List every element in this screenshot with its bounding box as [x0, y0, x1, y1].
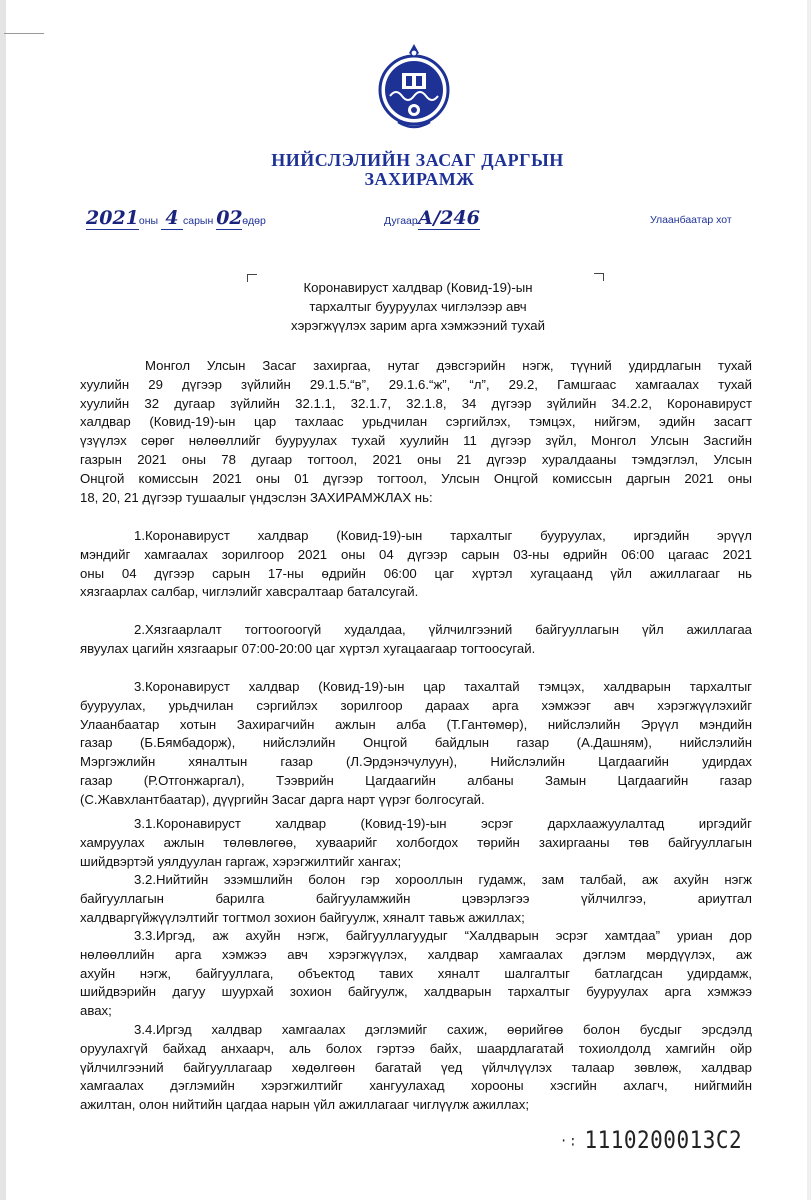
- title-line: тархалтыг бууруулах чиглэлээр авч: [309, 299, 527, 314]
- date-year: 2021: [86, 207, 139, 229]
- year-suffix: оны: [138, 215, 159, 227]
- decree-city: Улаанбаатар хот: [650, 214, 732, 226]
- text-line: ахуйн нэгж, байгууллага, объектод тавих хяналт шалгалтыг батлагдсан удирдамж,: [80, 965, 752, 981]
- text-line: оруулахгүй байхад анхаарч, аль болох гэртээ байх, шаардлагатай тохиолдолд хамгийн ойр: [80, 1040, 752, 1056]
- decree-number: [384, 207, 480, 230]
- day-suffix: өдөр: [242, 215, 266, 227]
- clause-3-4: [80, 1021, 752, 1115]
- text-line: үйлчилгээний байгууллагаар хөдөлгөөн багатай үед үйлчлүүлэх талаар зөвлөж, халдвар: [80, 1059, 752, 1075]
- text-line: хязгаарлах салбар, чиглэлийг хавсралтаар баталсугай.: [80, 584, 419, 600]
- text-line: авах;: [80, 1003, 112, 1019]
- date-day: 02: [216, 207, 243, 229]
- preamble-paragraph: [80, 357, 752, 507]
- text-line: оны 04 дүгээр сарын 17-ны өдрийн 06:00 цаг хүртэл хугацаанд үйл ажиллагааг нь: [80, 565, 752, 581]
- text-line: ажилтан, олон нийтийн цагдаа нарын үйл ажиллагааг чиглүүлж ажиллах;: [80, 1097, 530, 1113]
- clause-3-1: [80, 815, 752, 871]
- text-line: 3.3.Иргэд, аж ахуйн нэгж, байгууллагуудыг “Халдварын эсрэг хамтдаа” уриан дор: [134, 928, 752, 943]
- text-line: 3.1.Коронавируст халдвар (Ковид-19)-ын эсрэг дархлаажуулалтад иргэдийг: [134, 816, 752, 831]
- text-line: 2.Хязгаарлалт тогтоогоогүй худалдаа, үйлчилгээний байгууллагын үйл ажиллагаа: [134, 622, 752, 637]
- scan-corner-mark: [4, 33, 44, 34]
- document-serial-number: [560, 1126, 742, 1154]
- text-line: 18, 20, 21 дүгээр тушаалыг үндэслэн ЗАХИРАМЖЛАХ нь:: [80, 489, 433, 505]
- text-line: 3.2.Нийтийн эзэмшлийн болон гэр хорооллын гудамж, зам талбай, аж ахуйн нэгж: [134, 872, 752, 887]
- text-line: 3.4.Иргэд халдвар хамгаалах дэглэмийг сахиж, өөрийгөө болон бусдыг эрсдэлд: [134, 1022, 752, 1037]
- text-line: Мэргэжлийн хяналтын газар (Л.Эрдэнэчулуун), Нийслэлийн Цагдаагийн удирдах: [80, 754, 752, 770]
- text-line: халдваргүйжүүлэлтийг тогтмол зохион байгуулж, хяналт тавьж ажиллах;: [80, 909, 525, 925]
- serial-mark: ·:: [560, 1133, 579, 1150]
- clause-3: [80, 678, 752, 810]
- text-line: газрын 2021 оны 78 дугаар тогтоол, 2021 оны 21 дүгээр хуралдааны тэмдэглэл, Улсын: [80, 451, 752, 467]
- text-line: хамруулах ажлын төлөвлөгөө, хуваарийг холбогдох төрийн захиргааны төв байгууллагын: [80, 834, 752, 850]
- issuer-title: НИЙСЛЭЛИЙН ЗАСАГ ДАРГЫН: [271, 150, 564, 170]
- clause-3-3: [80, 927, 752, 1021]
- text-line: газар (Б.Бямбадорж), нийслэлийн Онцгой байдлын газар (А.Дашням), нийслэлийн: [80, 735, 752, 751]
- text-line: хуулийн 32 дугаар зүйлийн 32.1.1, 32.1.7, 32.1.8, 34 дүгээр зүйлийн 34.2.2, Коронавируст: [80, 395, 752, 411]
- text-line: хамгаалах дэглэмийн хэрэгжилтийг хангуулахад хорооны хэсгийн ахлагч, нийгмийн: [80, 1078, 752, 1094]
- clause-2: [80, 621, 752, 659]
- text-line: 1.Коронавируст халдвар (Ковид-19)-ын тархалтыг бууруулах, иргэдийн эрүүл: [134, 528, 752, 543]
- number-label: Дугаар: [384, 215, 418, 227]
- text-line: үзүүлэх сөрөг нөлөөллийг бууруулах тухай хуулийн 11 дүгээр зүйл, Монгол Улсын Засгийн: [80, 433, 752, 449]
- text-line: Онцгой комиссын 2021 оны 01 дүгээр тогтоол, Улсын Онцгой комиссын даргын 2021 оны: [80, 470, 752, 486]
- title-line: хэрэгжүүлэх зарим арга хэмжээний тухай: [290, 318, 545, 333]
- text-line: нөлөөллийн арга хэмжээ авч хэрэгжүүлэх, халдвар хамгаалах дэглэм мөрдүүлэх, аж: [80, 946, 752, 962]
- text-line: халдвар (Ковид-19)-ын цар тахлаас урьдчилан сэргийлэх, тэмцэх, нийгэм, эдийн засагт: [80, 414, 752, 430]
- text-line: Монгол Улсын Засаг захиргаа, нутаг дэвсгэрийн нэгж, түүний удирдлагын тухай: [145, 358, 752, 373]
- text-line: шийдвэрийн дагуу шуурхай зохион байгуулж, халдварын тархалтыг бууруулах арга хэмжээ: [80, 984, 752, 1000]
- text-line: мэндийг хамгаалах зорилгоор 2021 оны 04 дүгээр сарын 03-ны өдрийн 06:00 цагаас 2021: [80, 546, 752, 562]
- decree-date: [86, 207, 266, 230]
- text-line: хуулийн 29 дүгээр зүйлийн 29.1.5.“в”, 29.1.6.“ж”, “л”, 29.2, Гамшгаас хамгаалах тухай: [80, 376, 752, 392]
- text-line: явуулах цагийн хязгаарыг 07:00-20:00 цаг хүртэл хугацаагаар тогтоосугай.: [80, 640, 536, 656]
- mongolia-state-emblem-icon: [376, 40, 452, 140]
- title-line: Коронавируст халдвар (Ковид-19)-ын: [303, 280, 533, 295]
- scan-edge-shadow: [0, 0, 6, 1200]
- text-line: бууруулах, урьдчилан сэргийлэх зорилгоор дараах арга хэмжээг авч хэрэгжүүлэхийг: [80, 697, 752, 713]
- clause-3-2: [80, 871, 752, 927]
- date-month: 4: [161, 207, 183, 230]
- number-value: А/246: [417, 207, 480, 229]
- month-suffix: сарын: [183, 215, 214, 227]
- decree-title: [230, 278, 606, 335]
- serial-value: 1110200013C2: [584, 1126, 743, 1154]
- document-type: ЗАХИРАМЖ: [364, 169, 475, 189]
- text-line: байгууллагын барилга байгууламжийн цэвэрлэгээ үйлчилгээ, ариутгал: [80, 890, 752, 906]
- text-line: газар (Р.Отгонжаргал), Тээврийн Цагдаагийн албаны Замын Цагдаагийн газар: [80, 772, 752, 788]
- text-line: 3.Коронавируст халдвар (Ковид-19)-ын цар тахалтай тэмцэх, халдварын тархалтыг: [134, 679, 752, 694]
- text-line: шийдвэртэй уялдуулан гаргаж, хэрэгжилтийг хангах;: [80, 853, 402, 869]
- text-line: Улаанбаатар хотын Захирагчийн ажлын алба (Т.Гантөмөр), нийслэлийн Эрүүл мэндийн: [80, 716, 752, 732]
- clause-1: [80, 527, 752, 602]
- text-line: (С.Жавхлантбаатар), дүүргийн Засаг дарга нарт үүрэг болгосугай.: [80, 791, 485, 807]
